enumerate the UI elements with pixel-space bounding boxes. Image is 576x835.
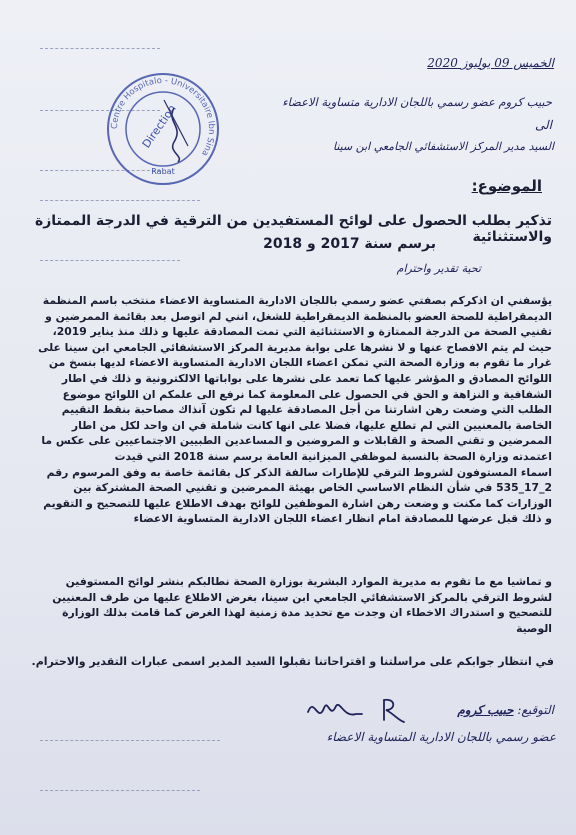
signature-label: التوقيع: (517, 703, 554, 717)
letter-date: الخميس 09 يوليوز 2020 (427, 56, 554, 70)
body-line: الوزارات كما مكنت و وضعت رهن اشارة الموظفين للوائح بهدف الاطلاع عليها للتصحيح و التقويم (43, 496, 552, 510)
body-line: و ذلك قبل عرضها للمصادقة امام انظار اعضاء اللجان الادارية المتساوية الاعضاء (133, 512, 552, 526)
stamp-ring-text: Centre Hospitalo - Universitaire Ibn Sina (109, 75, 217, 158)
body-line: اعتمدته وزارة الصحة بالنسبة لموظفي الميزانية العامة برسم سنة 2018 التي قيدت (114, 449, 552, 463)
body-line: الديمقراطية للصحة العضو بالمنظمة الديمقراطية للشغل، انني لم اتوصل بعد بقائمة الممرضين و (45, 309, 552, 323)
body-line: و تماشيا مع ما تقوم به مديرية الموارد البشرية بوزارة الصحة نطالبكم بنشر لوائح المستوفين (65, 575, 552, 588)
ruled-line (40, 740, 220, 741)
body-line: اللوائح المصادق و المؤشر عليها كما تعمد على نشرها على بواباتها الالكترونية و ذلك في اطار (61, 371, 552, 385)
greeting: تحية تقدير واحترام (396, 262, 481, 275)
body-line: الممرضين و تقني الصحة و القابلات و المروضين و المساعدين الطبيين الاجتماعيين على عكس ما (41, 434, 552, 448)
official-stamp (104, 70, 222, 188)
body-line: يؤسفني ان اذكركم بصفتي عضو رسمي باللجان الادارية المتساوية الاعضاء منتخب باسم المنظمة (42, 294, 552, 307)
signature-title: عضو رسمي باللجان الادارية المتساوية الاعضاء (326, 730, 556, 744)
body-line: الطلب التي وضعت رهن اشارتنا من أجل المصادقة عليها لم تكون آنذاك مصاحبة بنقط التقييم (61, 403, 552, 417)
closing-line: في انتظار جوابكم على مراسلتنا و اقتراحاتنا تقبلوا السيد المدير اسمى عبارات التقدير والاحترام. (31, 655, 554, 668)
body-line: للتصحيح و استدراك الاخطاء ان وجدت مع تحديد مدة زمنية لهذا الغرض كما قامت بذلك الوزارة (62, 606, 552, 620)
ruled-line (40, 260, 180, 261)
body-line: الوصية (516, 621, 552, 635)
body-paragraph-1 (28, 293, 552, 527)
body-line: الشفافية و النزاهة و الحق في الحصول على المعلومة كما نرفع الى علمكم ان اللوائح موضوع (62, 387, 552, 401)
ruled-line (40, 200, 200, 201)
sender-line: حبيب كروم عضو رسمي باللجان الادارية متساوية الاعضاء (282, 95, 552, 109)
body-paragraph-2 (28, 574, 552, 636)
body-line: 2_17_535 في شأن النظام الاساسي الخاص بهيئة الممرضين و تقنيي الصحة المشتركة بين (73, 481, 552, 495)
recipient-line: السيد مدير المركز الاستشفائي الجامعي ابن سينا (333, 140, 554, 153)
body-line: لشروط الترقي بالمركز الاستشفائي الجامعي ابن سينا، بغرض الاطلاع عليها من طرف المعنيين (52, 590, 552, 604)
to-label: الى (535, 118, 552, 132)
body-line: اسماء المستوفون لشروط الترقي للإطارات سالفة الذكر كل بقائمة خاصة به وفق المرسوم رقم (46, 465, 552, 479)
stamp-center-text: Direction (139, 102, 179, 151)
handwritten-signature (300, 690, 410, 730)
body-line: حيث لم يتم الافصاح عنها و لا نشرها على بوابة مديرية المركز الاستشفائي الجامعي ابن سينا على (38, 340, 552, 354)
body-line: غرار ما تقوم به وزارة الصحة التي تمكن اعضاء اللجان الادارية المتساوية الاعضاء لديها بنسخ من (48, 356, 552, 370)
stamp-city: Rabat (151, 167, 175, 176)
signature-block (394, 703, 554, 717)
signature-name: حبيب كروم (457, 703, 514, 717)
subject-line-2: برسم سنة 2017 و 2018 (263, 236, 436, 252)
subject-line-1: تذكير بطلب الحصول على لوائح المستفيدين من الترقية في الدرجة الممتازة والاستثنائية (34, 213, 552, 245)
ruled-line (40, 48, 160, 49)
body-line: تقنيي الصحة من الدرجة الممتازة و الاستثنائية التي تمت المصادقة عليها و ذلك منذ يناير 2019، (52, 325, 552, 339)
body-line: الخاصة بالمعنيين التي لم تطلع عليها، فضلا على انها كانت شاملة في ان واحد لكل من اطار (71, 418, 552, 432)
ruled-line (40, 790, 200, 791)
subject-label: الموضوع: (471, 177, 542, 195)
